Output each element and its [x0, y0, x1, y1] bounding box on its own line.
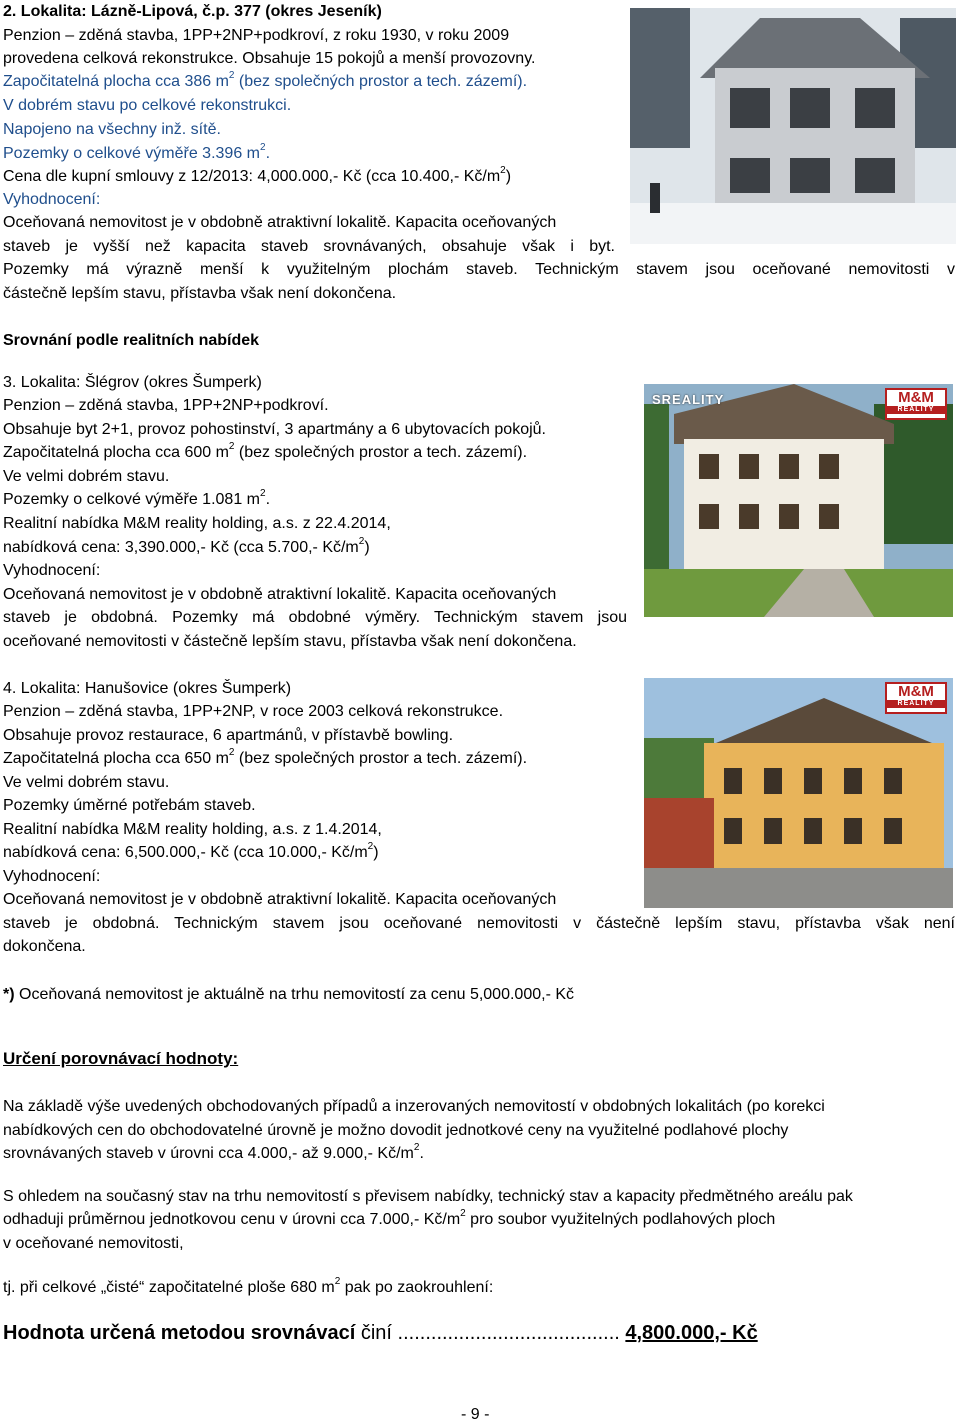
section-3-eval-line: oceňované nemovitosti v částečně lepším stavu, přístavba však není dokončena. [3, 633, 577, 650]
section-4-eval-line: staveb je obdobná. Technickým stavem jsou oceňované nemovitosti v částečně lepším stavu, přístavba však není [3, 915, 955, 932]
mm-reality-logo: M&M REALITY [885, 682, 947, 714]
section-2-line: V dobrém stavu po celkové rekonstrukci. [3, 97, 292, 114]
section-3-line: Penzion – zděná stavba, 1PP+2NP+podkroví. [3, 397, 329, 414]
section-2-eval-line: staveb je vyšší než kapacita staveb srovnávaných, obsahuje však i byt. [3, 238, 615, 255]
section-4-line: Penzion – zděná stavba, 1PP+2NP, v roce 2003 celková rekonstrukce. [3, 703, 504, 720]
sreality-watermark: SREALITY [652, 392, 725, 407]
section-4-line: Ve velmi dobrém stavu. [3, 774, 170, 791]
paragraph-3-line: tj. při celkové „čisté“ započitatelné ploše 680 $m^2$ pak po zaokrouhlení: [3, 1275, 494, 1296]
section-2-line: provedena celková rekonstrukce. Obsahuje 15 pokojů a menší provozovny. [3, 50, 536, 67]
section-4-price: nabídková cena: 6,500.000,- Kč (cca 10.000,- $Kč/m^2$) [3, 840, 379, 861]
section-4-line: Obsahuje provoz restaurace, 6 apartmánů, v přístavbě bowling. [3, 727, 454, 744]
section-4-line: Realitní nabídka M&M reality holding, a.s. z 1.4.2014, [3, 821, 382, 838]
section-2-eval-line: Pozemky má výrazně menší k využitelným plochám staveb. Technickým stavem jsou oceňované nemovitosti v [3, 261, 955, 278]
section-4-heading: 4. Lokalita: Hanušovice (okres Šumperk) [3, 680, 292, 697]
section-2-eval-label: Vyhodnocení: [3, 191, 101, 208]
paragraph-2-line: S ohledem na současný stav na trhu nemovitostí s převisem nabídky, technický stav a kapacity předmětného areálu pak [3, 1188, 853, 1205]
result-label: Hodnota určená metodou srovnávací [3, 1322, 356, 1344]
determination-title: Určení porovnávací hodnoty: [3, 1049, 239, 1068]
section-4-eval-line: Oceňovaná nemovitost je v obdobně atraktivní lokalitě. Kapacita oceňovaných [3, 891, 557, 908]
section-2-line: Pozemky o celkové výměře 3.396 $m^2$. [3, 141, 271, 162]
section-title: Srovnání podle realitních nabídek [3, 332, 260, 349]
section-2-line: Započitatelná plocha cca 386 $m^2$ (bez společných prostor a tech. zázemí). [3, 69, 528, 90]
note-line: *) Oceňovaná nemovitost je aktuálně na trhu nemovitostí za cenu 5,000.000,- Kč [3, 986, 575, 1003]
section-3-eval-line: Oceňovaná nemovitost je v obdobně atraktivní lokalitě. Kapacita oceňovaných [3, 586, 557, 603]
building-photo-hanusovice [644, 678, 953, 908]
paragraph-2-line: v oceňované nemovitosti, [3, 1235, 184, 1252]
section-3-line: Obsahuje byt 2+1, provoz pohostinství, 3 apartmány a 6 ubytovacích pokojů. [3, 421, 546, 438]
section-3-eval-line: staveb je obdobná. Pozemky má obdobné výměry. Technickým stavem jsou [3, 609, 627, 626]
result-value: 4,800.000,- Kč [625, 1322, 758, 1344]
result-dots: ........................................ [391, 1322, 620, 1344]
paragraph-2-line: odhaduji průměrnou jednotkovou cenu v úrovni cca 7.000,- $Kč/m^2$ pro soubor využitelných podlahových ploch [3, 1207, 776, 1228]
section-3-eval-label: Vyhodnocení: [3, 562, 101, 579]
section-4-line: Započitatelná plocha cca 650 $m^2$ (bez společných prostor a tech. zázemí). [3, 746, 528, 767]
section-3-line: Započitatelná plocha cca 600 $m^2$ (bez společných prostor a tech. zázemí). [3, 440, 528, 461]
section-2-eval-line: Oceňovaná nemovitost je v obdobně atraktivní lokalitě. Kapacita oceňovaných [3, 214, 557, 231]
section-2-eval-line: částečně lepším stavu, přístavba však není dokončena. [3, 285, 397, 302]
paragraph-1-line: Na základě výše uvedených obchodovaných případů a inzerovaných nemovitostí v obdobných lokalitách (po korekci [3, 1098, 825, 1115]
result-is: činí [355, 1322, 392, 1344]
mm-reality-logo: M&M REALITY [885, 388, 947, 420]
paragraph-1-line: nabídkových cen do obchodovatelné úrovně je možno dovodit jednotkové ceny na využitelné podlahové plochy [3, 1122, 789, 1139]
paragraph-1-line: srovnávaných staveb v úrovni cca 4.000,- až 9.000,- $Kč/m^2$. [3, 1141, 424, 1162]
section-3-price: nabídková cena: 3,390.000,- Kč (cca 5.700,- $Kč/m^2$) [3, 535, 370, 556]
building-photo-lipova [630, 8, 956, 244]
page-number: - 9 - [461, 1406, 490, 1423]
section-2-heading: 2. Lokalita: Lázně-Lipová, č.p. 377 (okres Jeseník) [3, 3, 382, 20]
section-4-eval-label: Vyhodnocení: [3, 868, 101, 885]
building-photo-slegrov [644, 384, 953, 617]
section-2-line: Napojeno na všechny inž. sítě. [3, 121, 221, 138]
result-line [3, 1321, 758, 1345]
section-3-heading: 3. Lokalita: Šlégrov (okres Šumperk) [3, 374, 262, 391]
section-2-line: Penzion – zděná stavba, 1PP+2NP+podkroví, z roku 1930, v roku 2009 [3, 27, 510, 44]
section-4-line: Pozemky úměrné potřebám staveb. [3, 797, 256, 814]
section-3-line: Realitní nabídka M&M reality holding, a.s. z 22.4.2014, [3, 515, 391, 532]
section-4-eval-line: dokončena. [3, 938, 86, 955]
section-3-line: Ve velmi dobrém stavu. [3, 468, 170, 485]
section-3-line: Pozemky o celkové výměře 1.081 $m^2$. [3, 487, 271, 508]
section-2-price: Cena dle kupní smlouvy z 12/2013: 4,000.000,- Kč (cca 10.400,- $Kč/m^2$) [3, 164, 512, 185]
